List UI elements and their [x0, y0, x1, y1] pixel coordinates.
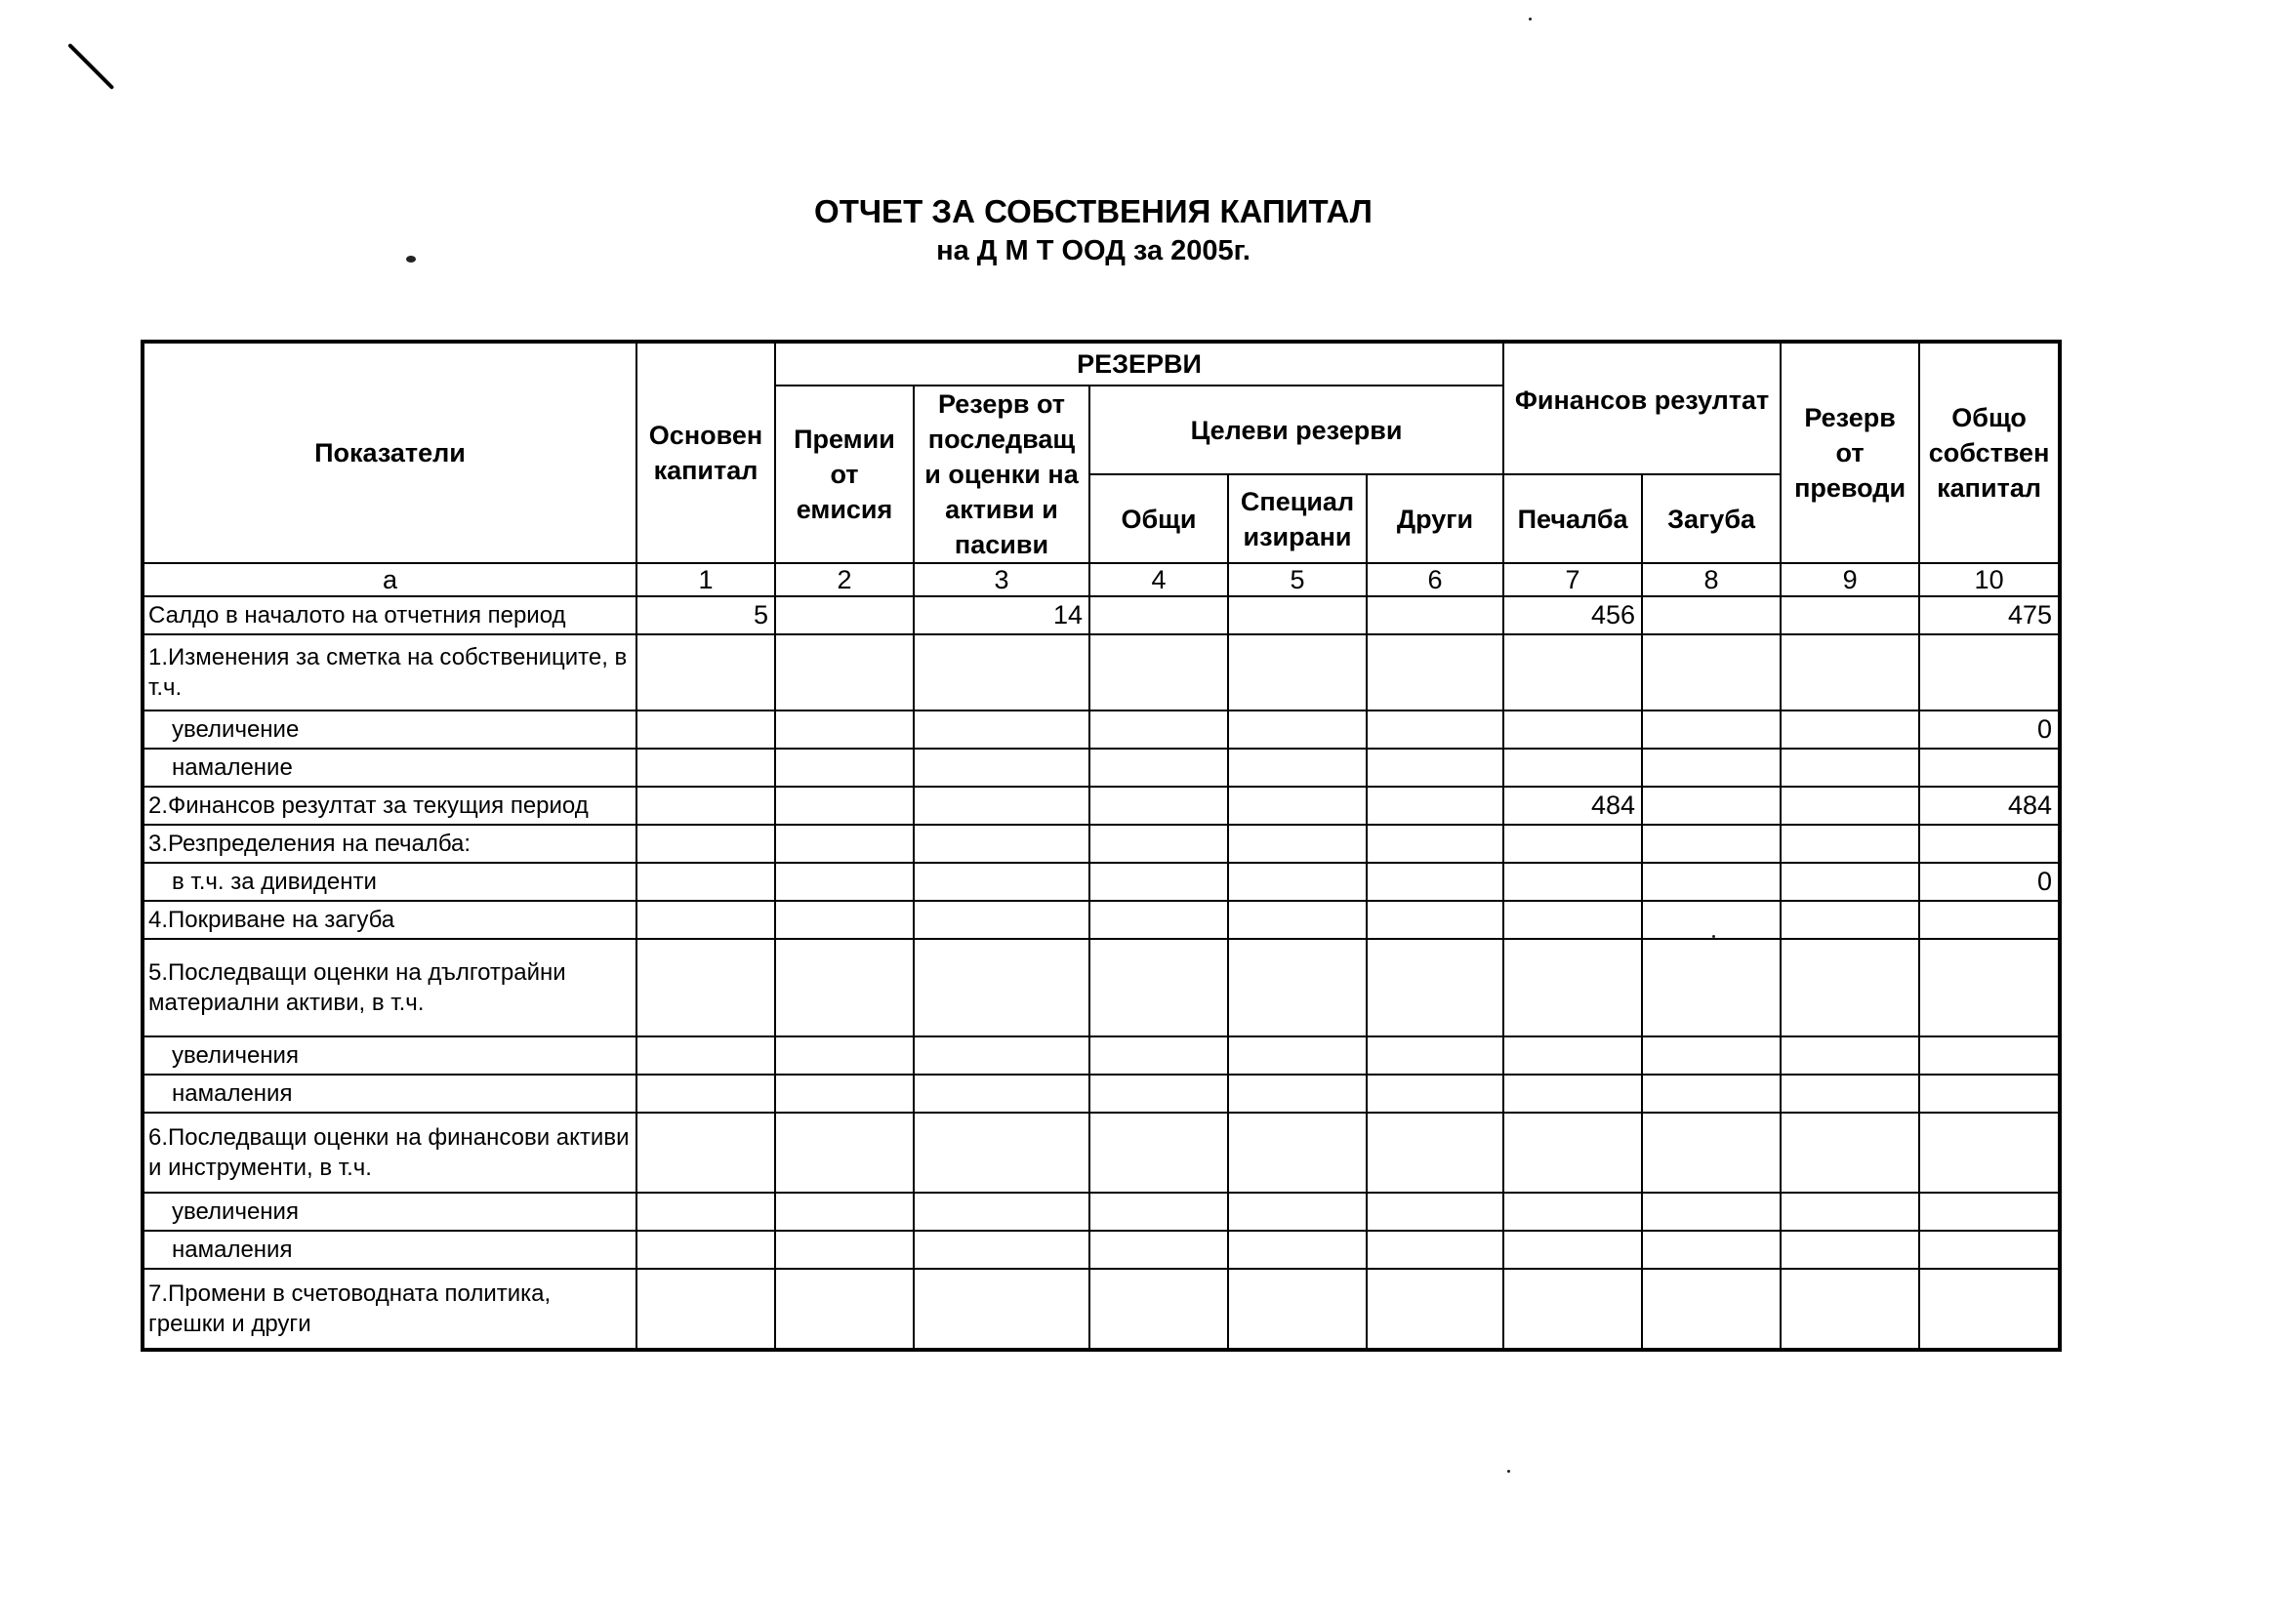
table-cell [1919, 1113, 2060, 1193]
table-cell [1503, 1036, 1642, 1075]
table-cell [1089, 901, 1228, 939]
header-revaluation-reserve: Резерв от последващ и оценки на активи и пасиви [914, 386, 1089, 563]
table-cell [1503, 710, 1642, 749]
column-number: 6 [1367, 563, 1503, 596]
column-number: 3 [914, 563, 1089, 596]
header-target-special: Специал изирани [1228, 474, 1367, 563]
table-row [143, 939, 2060, 1036]
table-cell [1089, 634, 1228, 710]
table-cell [1367, 1036, 1503, 1075]
table-cell [775, 1231, 914, 1269]
table-cell [636, 825, 775, 863]
row-label: в т.ч. за дивиденти [143, 863, 636, 901]
table-cell [1781, 863, 1919, 901]
table-cell [1781, 825, 1919, 863]
table-cell [1503, 1193, 1642, 1231]
row-label: намаления [143, 1231, 636, 1269]
table-cell [1228, 710, 1367, 749]
table-cell [1228, 1036, 1367, 1075]
scan-pen-mark [67, 43, 114, 90]
table-cell [1781, 634, 1919, 710]
table-cell [1089, 1231, 1228, 1269]
table-cell [1642, 901, 1781, 939]
table-cell [1367, 749, 1503, 787]
column-number: 8 [1642, 563, 1781, 596]
table-cell [1089, 863, 1228, 901]
table-cell [775, 901, 914, 939]
table-cell [1642, 1193, 1781, 1231]
row-label: 1.Изменения за сметка на собствениците, в т.ч. [143, 634, 636, 710]
table-cell: 475 [1919, 596, 2060, 634]
column-number: 4 [1089, 563, 1228, 596]
table-cell: 5 [636, 596, 775, 634]
document-title: ОТЧЕТ ЗА СОБСТВЕНИЯ КАПИТАЛ [814, 193, 1373, 229]
table-cell [636, 1036, 775, 1075]
table-cell [914, 1113, 1089, 1193]
table-cell [775, 710, 914, 749]
row-label: увеличения [143, 1193, 636, 1231]
table-cell [1367, 596, 1503, 634]
table-cell [1228, 825, 1367, 863]
table-cell [914, 710, 1089, 749]
table-cell [1919, 749, 2060, 787]
table-cell [1919, 901, 2060, 939]
table-cell [1503, 901, 1642, 939]
table-row [143, 901, 2060, 939]
row-label: Салдо в началото на отчетния период [143, 596, 636, 634]
table-cell [636, 939, 775, 1036]
table-cell: 484 [1919, 787, 2060, 825]
table-row [143, 825, 2060, 863]
header-total-equity: Общо собствен капитал [1919, 342, 2060, 563]
table-row [143, 1269, 2060, 1350]
table-cell [914, 1036, 1089, 1075]
column-numbers-row [143, 563, 2060, 596]
table-cell [775, 939, 914, 1036]
table-cell [775, 1075, 914, 1113]
scan-speck [1529, 18, 1532, 20]
table-cell [1089, 1269, 1228, 1350]
table-cell [775, 1036, 914, 1075]
row-label: 7.Промени в счетоводната политика, грешки и други [143, 1269, 636, 1350]
table-cell [1228, 939, 1367, 1036]
table-cell [1503, 1231, 1642, 1269]
table-cell [1367, 634, 1503, 710]
table-cell [1228, 901, 1367, 939]
table-cell [1367, 710, 1503, 749]
table-cell [1089, 596, 1228, 634]
table-cell: 0 [1919, 863, 2060, 901]
table-cell [1919, 634, 2060, 710]
table-cell [1781, 1269, 1919, 1350]
column-number: 9 [1781, 563, 1919, 596]
table-cell [636, 1231, 775, 1269]
table-cell [636, 863, 775, 901]
table-cell [914, 634, 1089, 710]
table-cell [1919, 939, 2060, 1036]
table-cell [1503, 863, 1642, 901]
table-cell [914, 1075, 1089, 1113]
table-cell [1503, 825, 1642, 863]
table-cell [1367, 1231, 1503, 1269]
table-cell [1089, 1193, 1228, 1231]
table-body [143, 596, 2060, 1350]
table-cell [1228, 1193, 1367, 1231]
table-cell [1367, 939, 1503, 1036]
header-target-general: Общи [1089, 474, 1228, 563]
document-header [0, 191, 2187, 269]
table-cell: 14 [914, 596, 1089, 634]
table-cell [1228, 1269, 1367, 1350]
table-cell [1781, 749, 1919, 787]
table-cell [1642, 710, 1781, 749]
table-cell [914, 1269, 1089, 1350]
table-cell [636, 710, 775, 749]
column-number: 10 [1919, 563, 2060, 596]
table-cell [775, 749, 914, 787]
header-indicators: Показатели [143, 342, 636, 563]
header-profit: Печалба [1503, 474, 1642, 563]
header-target-other: Други [1367, 474, 1503, 563]
column-number: 7 [1503, 563, 1642, 596]
table-cell [636, 1269, 775, 1350]
table-row [143, 863, 2060, 901]
table-row [143, 710, 2060, 749]
header-translation-reserve: Резерв от преводи [1781, 342, 1919, 563]
table-cell [1781, 787, 1919, 825]
table-cell [914, 787, 1089, 825]
table-cell [1781, 939, 1919, 1036]
table-cell [1228, 787, 1367, 825]
table-cell [1503, 1075, 1642, 1113]
table-cell [1642, 787, 1781, 825]
table-cell [1642, 863, 1781, 901]
table-cell [914, 939, 1089, 1036]
table-cell [636, 1193, 775, 1231]
table-cell [1228, 863, 1367, 901]
table-cell [914, 863, 1089, 901]
table-cell [1367, 787, 1503, 825]
table-cell [914, 1231, 1089, 1269]
table-cell [1642, 634, 1781, 710]
table-cell [1781, 1036, 1919, 1075]
table-cell [1503, 1269, 1642, 1350]
table-cell [1781, 1075, 1919, 1113]
table-cell [636, 1113, 775, 1193]
row-label: намаления [143, 1075, 636, 1113]
table-cell [1781, 710, 1919, 749]
table-cell [1642, 825, 1781, 863]
table-cell [1919, 1193, 2060, 1231]
row-label: 5.Последващи оценки на дълготрайни материални активи, в т.ч. [143, 939, 636, 1036]
table-cell: 0 [1919, 710, 2060, 749]
table-cell [775, 863, 914, 901]
table-cell [636, 749, 775, 787]
table-row [143, 1193, 2060, 1231]
table-cell [1503, 1113, 1642, 1193]
table-cell [1089, 825, 1228, 863]
header-share-capital: Основен капитал [636, 342, 775, 563]
row-label: намаление [143, 749, 636, 787]
row-label: 4.Покриване на загуба [143, 901, 636, 939]
table-cell [1642, 939, 1781, 1036]
table-cell [1781, 596, 1919, 634]
table-cell [914, 1193, 1089, 1231]
table-cell [1367, 901, 1503, 939]
table-cell [1781, 1193, 1919, 1231]
table-cell [1367, 1075, 1503, 1113]
table-cell [1089, 749, 1228, 787]
row-label: 3.Резпределения на печалба: [143, 825, 636, 863]
table-cell [1642, 749, 1781, 787]
table-cell [775, 787, 914, 825]
table-cell [775, 596, 914, 634]
table-cell [1919, 1231, 2060, 1269]
table-cell [1089, 1075, 1228, 1113]
table-cell [636, 901, 775, 939]
table-cell [914, 825, 1089, 863]
table-cell [1228, 1231, 1367, 1269]
table-cell [636, 787, 775, 825]
row-label: увеличение [143, 710, 636, 749]
table-cell [914, 901, 1089, 939]
table-cell [1089, 710, 1228, 749]
table-row [143, 1075, 2060, 1113]
table-row [143, 634, 2060, 710]
column-number: 1 [636, 563, 775, 596]
table-row [143, 787, 2060, 825]
header-target-reserves: Целеви резерви [1089, 386, 1503, 474]
column-number: 2 [775, 563, 914, 596]
table-cell [1642, 1269, 1781, 1350]
table-cell [1367, 1113, 1503, 1193]
table-cell [1367, 1269, 1503, 1350]
table-cell [775, 1113, 914, 1193]
table-cell [1089, 939, 1228, 1036]
row-label: 2.Финансов резултат за текущия период [143, 787, 636, 825]
table-cell [636, 1075, 775, 1113]
table-cell [1919, 1036, 2060, 1075]
table-cell [1089, 1036, 1228, 1075]
table-cell: 456 [1503, 596, 1642, 634]
header-reserves: РЕЗЕРВИ [775, 342, 1503, 386]
row-label: 6.Последващи оценки на финансови активи и инструменти, в т.ч. [143, 1113, 636, 1193]
table-cell [1919, 825, 2060, 863]
table-cell [775, 1193, 914, 1231]
table-cell [1367, 863, 1503, 901]
equity-statement-table [141, 340, 2062, 1352]
table-row [143, 596, 2060, 634]
header-financial-result: Финансов резултат [1503, 342, 1781, 474]
table-cell [1781, 901, 1919, 939]
table-cell [1503, 634, 1642, 710]
table-cell: 484 [1503, 787, 1642, 825]
table-cell [1228, 1075, 1367, 1113]
table-cell [775, 825, 914, 863]
table-cell [1919, 1269, 2060, 1350]
table-header [143, 342, 2060, 596]
table-cell [1642, 1075, 1781, 1113]
scan-speck [1507, 1470, 1510, 1473]
table-cell [1642, 596, 1781, 634]
column-number: 5 [1228, 563, 1367, 596]
table-row [143, 749, 2060, 787]
table-cell [1503, 749, 1642, 787]
header-share-premium: Премии от емисия [775, 386, 914, 563]
table-cell [1089, 1113, 1228, 1193]
table-cell [1642, 1231, 1781, 1269]
table-cell [775, 1269, 914, 1350]
table-cell [1781, 1113, 1919, 1193]
table-cell [1228, 596, 1367, 634]
table-cell [1503, 939, 1642, 1036]
table-cell [1367, 825, 1503, 863]
table-cell [1228, 1113, 1367, 1193]
table-cell [1367, 1193, 1503, 1231]
table-row [143, 1231, 2060, 1269]
table-cell [1228, 749, 1367, 787]
table-row [143, 1036, 2060, 1075]
table-cell [1919, 1075, 2060, 1113]
document-subtitle: на Д М Т ООД за 2005г. [936, 235, 1250, 266]
header-loss: Загуба [1642, 474, 1781, 563]
table-cell [1228, 634, 1367, 710]
table-row [143, 1113, 2060, 1193]
table-cell [1781, 1231, 1919, 1269]
table-cell [914, 749, 1089, 787]
table-cell [1089, 787, 1228, 825]
table-cell [636, 634, 775, 710]
row-label: увеличения [143, 1036, 636, 1075]
table-cell [1642, 1036, 1781, 1075]
table-cell [1642, 1113, 1781, 1193]
column-number: а [143, 563, 636, 596]
table-cell [775, 634, 914, 710]
